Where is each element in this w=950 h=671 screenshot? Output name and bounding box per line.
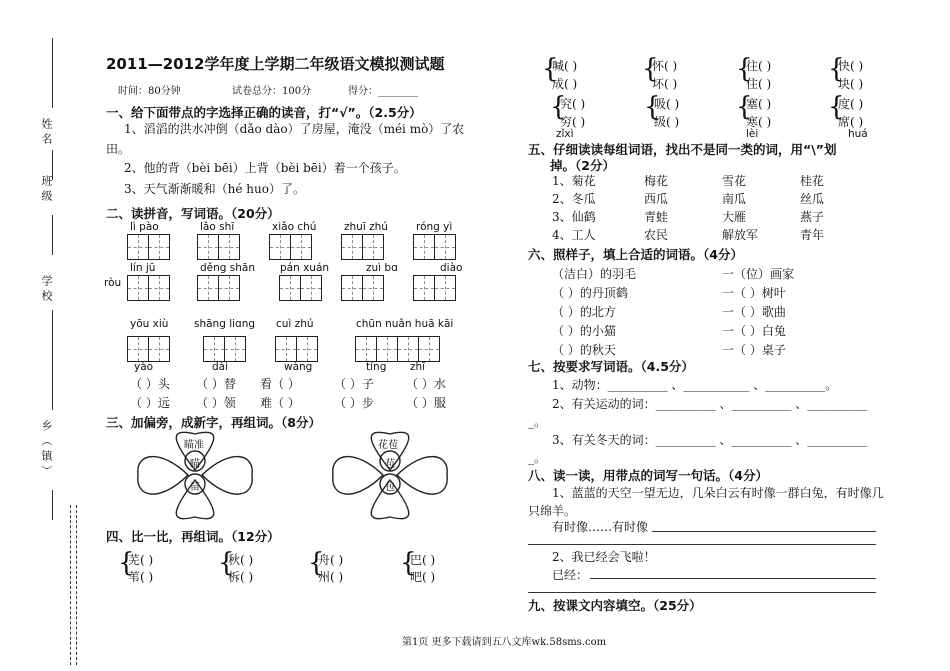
word-option[interactable]: 3、仙鹤 [552,210,596,224]
brace: { [308,548,325,578]
q7-item3-cont: _。 [528,451,547,465]
compare-word[interactable]: 块( ) [838,77,864,91]
brace: { [736,92,753,122]
q7-title: 七、按要求写词语。（4.5分） [528,359,694,374]
q8-item1: 1、蓝蓝的天空一望无边，几朵白云有时像一群白兔，有时像几 [552,486,884,500]
pinyin-label: ròu [104,277,122,289]
brace: { [642,54,659,84]
brace: { [736,54,753,84]
word-option[interactable]: 雪花 [722,174,747,188]
fill-blank[interactable]: （ ）远 [130,396,170,410]
binding-line [52,215,53,255]
word-option[interactable]: 解放军 [722,228,759,242]
writing-grid[interactable] [128,234,170,260]
writing-grid[interactable] [342,275,384,301]
pinyin-label: cuì zhú [276,318,314,330]
q4-title: 四、比一比，再组词。（12分） [106,529,280,544]
compare-word[interactable]: 往( ) [746,59,772,73]
modifier-blank[interactable]: （ ）的丹顶鹤 [552,286,628,300]
pinyin-label: lèi [746,128,759,140]
word-option[interactable]: 2、冬瓜 [552,192,596,206]
answer-line[interactable] [590,578,876,579]
measure-blank: 一（位）画家 [722,267,795,281]
q5-title-cont: 掉。（2分） [550,158,615,173]
compare-word[interactable]: 州( ) [318,570,344,584]
fill-blank[interactable]: （ ）步 [334,396,374,410]
school-label: 学校 [40,275,53,305]
compare-word[interactable]: 芜( ) [128,553,154,567]
binding-line [52,490,53,520]
pinyin-label: yōu xiù [130,318,169,330]
compare-word[interactable]: 住( ) [746,77,772,91]
compare-word[interactable]: 秋( ) [228,553,254,567]
writing-grid[interactable] [198,234,240,260]
compare-word[interactable]: 巴( ) [410,553,436,567]
compare-word[interactable]: 柝( ) [228,570,254,584]
pinyin-label: xiǎo chú [272,221,317,233]
compare-word[interactable]: 喊( ) [552,59,578,73]
q6-title: 六、照样子，填上合适的词语。（4分） [528,247,743,262]
fill-blank[interactable]: （ ）子 [334,377,374,391]
compare-word[interactable]: 穷( ) [560,115,586,129]
binding-line [52,310,53,410]
brace: { [400,548,417,578]
word-option[interactable]: 4、工人 [552,228,596,242]
writing-grid[interactable] [198,275,240,301]
binding-line [52,38,53,108]
pinyin-label: dài [212,361,229,373]
q7-item2-cont: _。 [528,415,547,429]
modifier-blank: （洁白）的羽毛 [552,267,637,281]
word-option[interactable]: 燕子 [800,210,825,224]
compare-word[interactable]: 究( ) [560,97,586,111]
word-option[interactable]: 青蛙 [644,210,669,224]
fill-blank[interactable]: 看（ ） [260,377,300,391]
pinyin-label: diào [440,262,463,274]
fill-blank[interactable]: 难（ ） [260,396,300,410]
answer-line[interactable] [528,592,876,593]
compare-word[interactable]: 度( ) [838,97,864,111]
measure-blank[interactable]: 一（ ）白兔 [722,324,786,338]
brace: { [542,54,559,84]
compare-word[interactable]: 怀( ) [652,59,678,73]
brace: { [828,92,845,122]
compare-word[interactable]: 快( ) [838,59,864,73]
q2-title: 二、读拼音，写词语。（20分） [106,206,280,221]
flower2-base: 包 [385,482,395,493]
flower1-char: 瞄 [190,459,200,470]
writing-grid[interactable] [128,275,170,301]
writing-grid[interactable] [128,336,170,362]
q1-item3: 3、天气渐渐暖和（hé huo）了。 [124,182,305,196]
cut-line [76,505,77,665]
fill-blank[interactable]: （ ）领 [196,396,236,410]
flower1-word: 瞄准 [184,440,204,451]
writing-grid[interactable] [276,336,318,362]
modifier-blank[interactable]: （ ）的北方 [552,305,616,319]
measure-blank[interactable]: 一（ ）歌曲 [722,305,786,319]
pinyin-label: huá [848,128,868,140]
page-title: 2011—2012学年度上学期二年级语文模拟测试题 [106,55,445,73]
q8-item2: 2、我已经会飞啦！ [552,550,656,564]
word-option[interactable]: 西瓜 [644,192,669,206]
answer-line[interactable] [652,531,876,532]
q7-item2[interactable]: 2、有关运动的词：__________ 、__________ 、__________ [552,397,868,411]
q1-title: 一、给下面带点的字选择正确的读音，打“√”。（2.5分） [106,105,422,120]
pinyin-label: zuì bɑ [366,262,398,274]
fill-blank[interactable]: （ ）服 [406,396,446,410]
q1-item1-cont: 田。 [106,142,131,156]
compare-word[interactable]: 舟( ) [318,553,344,567]
exam-time: 时间：80分钟 [118,86,181,97]
q1-item1: 1、滔滔的洪水冲倒（dǎo dào）了房屋，淹没（méi mò）了农 [124,122,465,136]
class-label: 班级 [40,175,53,205]
word-option[interactable]: 丝瓜 [800,192,825,206]
q8-already: 已经： [552,568,589,582]
q8-example: 有时像……有时像 [552,520,649,534]
pinyin-label: shāng liɑng [194,318,256,330]
word-option[interactable]: 1、菊花 [552,174,596,188]
word-option[interactable]: 农民 [644,228,669,242]
answer-line[interactable] [528,544,876,545]
brace: { [644,92,661,122]
flower2-char: 苞 [385,459,395,470]
modifier-blank[interactable]: （ ）的小猫 [552,324,616,338]
writing-grid[interactable] [280,275,322,301]
q3-title: 三、加偏旁，成新字，再组词。（8分） [106,415,321,430]
word-option[interactable]: 桂花 [800,174,825,188]
fill-blank[interactable]: （ ）头 [130,377,170,391]
compare-word[interactable]: 苇( ) [128,570,154,584]
word-option[interactable]: 南瓜 [722,192,747,206]
cut-line [70,505,71,665]
pinyin-label: lì pào [130,221,159,233]
q8-item1-cont: 只绵羊。 [528,504,577,518]
name-label: 姓名 [40,118,53,148]
compare-word[interactable]: 寒( ) [746,115,772,129]
compare-word[interactable]: 席( ) [838,115,864,129]
q5-title: 五、仔细读读每组词语，找出不是同一类的词，用“\”划 [528,142,837,157]
brace: { [550,92,567,122]
word-option[interactable]: 梅花 [644,174,669,188]
compare-word[interactable]: 塞( ) [746,97,772,111]
pinyin-label: děng shān [200,262,255,274]
compare-word[interactable]: 坏( ) [652,77,678,91]
pinyin-label: yào [134,361,154,373]
writing-grid[interactable] [356,336,440,362]
compare-word[interactable]: 成( ) [552,77,578,91]
pinyin-label: wàng [284,361,313,373]
town-label: 乡（镇） [40,420,53,480]
score-field[interactable]: 得分：________ [348,86,418,97]
pinyin-label: tíng [366,361,387,373]
fill-blank[interactable]: （ ）替 [196,377,236,391]
pinyin-label: chūn nuǎn huā kāi [356,318,454,330]
writing-grid[interactable] [270,234,312,260]
pinyin-label: lín jū [130,262,156,274]
pinyin-label: zǐxì [556,128,574,140]
writing-grid[interactable] [204,336,246,362]
pinyin-label: zhī [410,361,426,373]
brace: { [828,54,845,84]
writing-grid[interactable] [342,234,384,260]
compare-word[interactable]: 吧( ) [410,570,436,584]
compare-word[interactable]: 吸( ) [654,97,680,111]
measure-blank[interactable]: 一（ ）树叶 [722,286,786,300]
pinyin-label: róng yì [416,221,453,233]
total-score: 试卷总分：100分 [232,86,312,97]
fill-blank[interactable]: （ ）水 [406,377,446,391]
brace: { [118,548,135,578]
q7-item3[interactable]: 3、有关冬天的词：__________ 、__________ 、__________ [552,433,868,447]
q7-item1[interactable]: 1、动物：__________ 、___________ 、__________。 [552,378,838,392]
page-footer: 第1页 更多下载请到五八文库wk.58sms.com [402,637,607,648]
pinyin-label: zhuī zhú [344,221,388,233]
brace: { [218,548,235,578]
writing-grid[interactable] [414,234,456,260]
q1-item2: 2、他的背（bèi bēi）上背（bèi bēi）着一个孩子。 [124,161,406,175]
word-option[interactable]: 大雁 [722,210,747,224]
q9-title: 九、按课文内容填空。（25分） [528,598,702,613]
pinyin-label: pán xuán [280,262,330,274]
compare-word[interactable]: 级( ) [654,115,680,129]
flower2-word: 花苞 [378,440,398,451]
flower1-base: 苗 [190,482,200,493]
writing-grid[interactable] [414,275,456,301]
word-option[interactable]: 青年 [800,228,825,242]
pinyin-label: lǎo shī [200,221,235,233]
modifier-blank[interactable]: （ ）的秋天 [552,343,616,357]
measure-blank[interactable]: 一（ ）桌子 [722,343,786,357]
q8-title: 八、读一读，用带点的词写一句话。（4分） [528,468,768,483]
